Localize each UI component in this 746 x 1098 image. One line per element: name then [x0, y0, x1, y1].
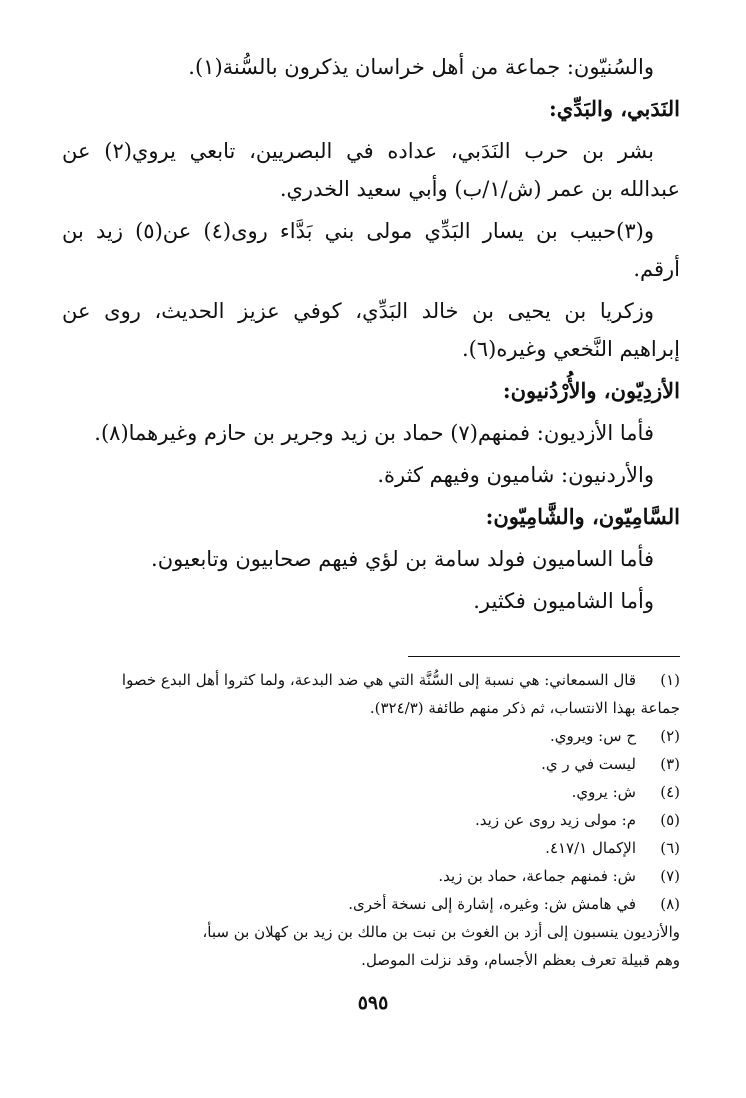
footnote-number: (١) — [660, 671, 680, 689]
footnote-continuation: وهم قبيلة تعرف بعظم الأجسام، وقد نزلت الموصل. — [361, 951, 680, 969]
text-line: والأردنيون: شاميون وفيهم كثرة. — [377, 463, 654, 487]
footnote — [66, 806, 680, 834]
footnote — [66, 666, 680, 694]
footnote — [66, 862, 680, 890]
footnote-text: ش: فمنهم جماعة، حماد بن زيد. — [438, 867, 636, 885]
section-heading: النَدَبي، والبَدِّي: — [549, 96, 680, 121]
page-number: ٥٩٥ — [357, 992, 389, 1014]
footnote-number: (٣) — [660, 755, 680, 773]
text-line: عبدالله بن عمر (ش/١/ب) وأبي سعيد الخدري. — [279, 177, 680, 201]
section-heading: الأزدِيّون، والأُرْدُنيون: — [502, 378, 680, 403]
footnote-divider — [408, 656, 680, 657]
text-line: إبراهيم النَّخعي وغيره(٦). — [462, 337, 680, 361]
text-line: وأما الشاميون فكثير. — [473, 589, 654, 613]
section-heading: السَّامِيّون، والشَّامِيّون: — [485, 504, 680, 529]
footnote-text: الإكمال ٤١٧/١. — [545, 839, 636, 857]
footnote-text: م: مولى زيد روى عن زيد. — [475, 811, 636, 829]
footnote — [66, 778, 680, 806]
footnote-text: ش: يروي. — [571, 783, 636, 801]
footnotes — [66, 666, 680, 974]
footnote — [66, 890, 680, 918]
main-text — [62, 48, 680, 620]
footnote — [66, 750, 680, 778]
text-line: وزكريا بن يحيى بن خالد البَدِّي، كوفي عزيز الحديث، روى عن — [62, 299, 654, 323]
text-line: فأما الأزديون: فمنهم(٧) حماد بن زيد وجرير بن حازم وغيرهما(٨). — [94, 421, 654, 445]
text-line: و(٣)حبيب بن يسار البَدِّي مولى بني بَدَّاء روى(٤) عن(٥) زيد بن — [62, 219, 654, 243]
footnote-continuation: جماعة بهذا الانتساب، ثم ذكر منهم طائفة (٣٢٤/٣). — [369, 699, 680, 717]
text-line: والسُنيّون: جماعة من أهل خراسان يذكرون بالسُّنة(١). — [188, 55, 654, 79]
footnote-text: قال السمعاني: هي نسبة إلى السُّنَّة التي هي ضد البدعة، ولما كثروا أهل البدع خصوا — [121, 671, 636, 689]
text-line: بشر بن حرب النَدَبي، عداده في البصريين، تابعي يروي(٢) عن — [62, 139, 655, 163]
text-line: أرقم. — [633, 257, 680, 281]
text-line: فأما الساميون فولد سامة بن لؤي فيهم صحابيون وتابعيون. — [151, 547, 654, 571]
footnote-text: ح س: ويروي. — [549, 727, 636, 745]
footnote-number: (٥) — [660, 811, 680, 829]
footnote-number: (٦) — [660, 839, 680, 857]
footnote-continuation: والأزديون ينسبون إلى أزد بن الغوث بن نبت بن مالك بن زيد بن كهلان بن سبأ، — [202, 923, 680, 941]
footnote-text: ليست في ر ي. — [541, 755, 636, 773]
footnote-number: (٨) — [660, 895, 680, 913]
footnote-number: (٧) — [660, 867, 680, 885]
footnote-text: في هامش ش: وغيره، إشارة إلى نسخة أخرى. — [348, 895, 636, 913]
footnote — [66, 834, 680, 862]
footnote — [66, 722, 680, 750]
footnote-number: (٢) — [660, 727, 680, 745]
footnote-number: (٤) — [660, 783, 680, 801]
